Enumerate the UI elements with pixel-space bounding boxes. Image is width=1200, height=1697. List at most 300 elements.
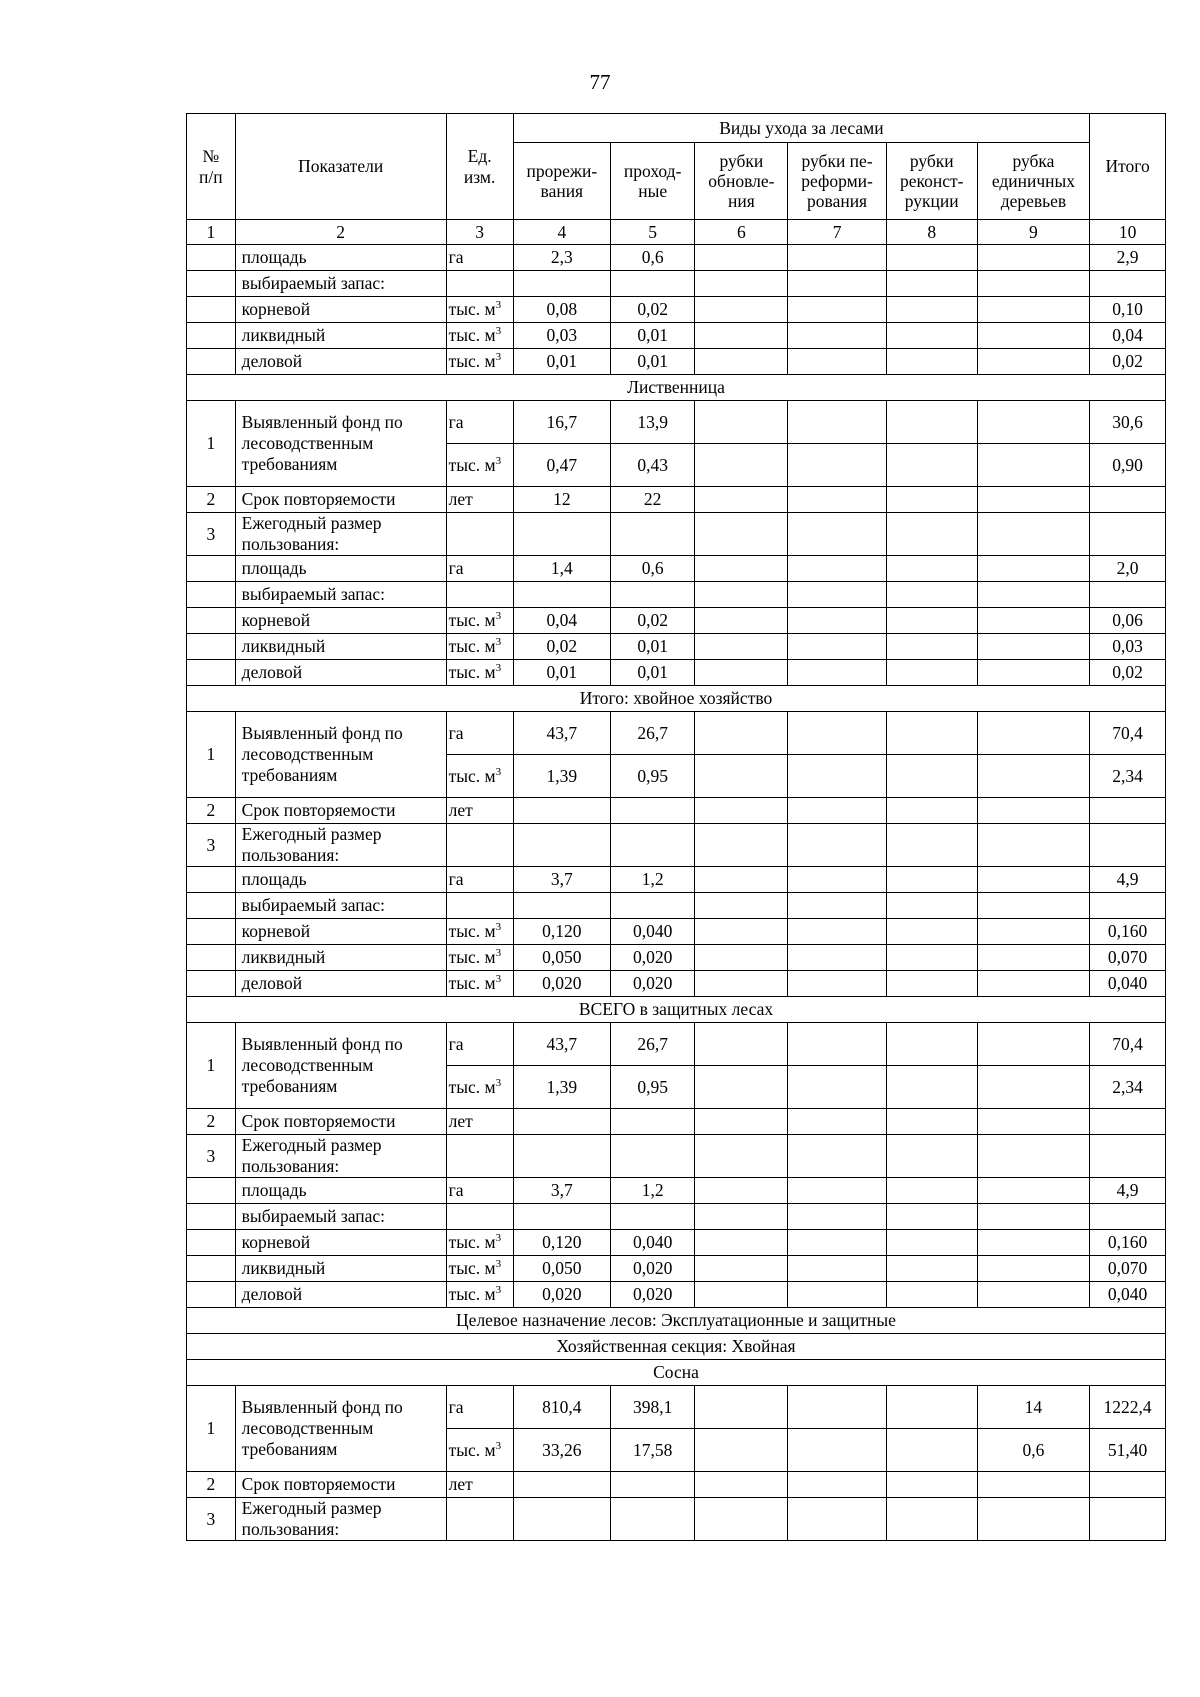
unit-superscript: 3: [495, 921, 502, 934]
value-cell: [977, 1472, 1090, 1498]
liquid-stock-row: [187, 323, 1166, 349]
value-cell: [886, 1472, 977, 1498]
root-stock-row: [187, 297, 1166, 323]
value-cell: 14: [977, 1386, 1090, 1429]
value-cell: 0,6: [977, 1429, 1090, 1472]
indicator-label: выбираемый запас:: [235, 1204, 446, 1230]
value-cell: [788, 867, 886, 893]
indicator-label: корневой: [235, 919, 446, 945]
value-cell: [695, 945, 788, 971]
value-cell: [886, 798, 977, 824]
row-number: [187, 634, 236, 660]
value-cell: [695, 297, 788, 323]
unit-text: тыс. м: [448, 1258, 496, 1278]
total-cell: [1090, 1498, 1166, 1541]
header-care-types: Виды ухода за лесами: [513, 114, 1090, 143]
value-cell: 0,01: [611, 323, 695, 349]
column-number: 7: [788, 220, 886, 245]
value-cell: 0,95: [611, 755, 695, 798]
value-cell: [695, 556, 788, 582]
total-cell: 2,34: [1090, 755, 1166, 798]
value-cell: [886, 634, 977, 660]
total-cell: 2,9: [1090, 245, 1166, 271]
value-cell: [611, 1135, 695, 1178]
section-heading-row: [187, 375, 1166, 401]
value-cell: [977, 401, 1090, 444]
value-cell: [695, 634, 788, 660]
total-cell: [1090, 487, 1166, 513]
unit-cell: лет: [446, 1109, 513, 1135]
total-cell: [1090, 271, 1166, 297]
indicator-label: Ежегодный размер пользования:: [235, 1498, 446, 1541]
value-cell: [886, 755, 977, 798]
section-heading: Хозяйственная секция: Хвойная: [187, 1334, 1166, 1360]
value-cell: 22: [611, 487, 695, 513]
row-number: [187, 919, 236, 945]
column-number: 2: [235, 220, 446, 245]
row-number: [187, 582, 236, 608]
value-cell: [788, 1109, 886, 1135]
unit-text: тыс. м: [448, 921, 496, 941]
value-cell: [977, 323, 1090, 349]
header-care-type: рубки реконст- рукции: [886, 143, 977, 220]
value-cell: [695, 867, 788, 893]
value-cell: [695, 1109, 788, 1135]
value-cell: [695, 755, 788, 798]
row-number: [187, 349, 236, 375]
total-cell: 0,10: [1090, 297, 1166, 323]
row-number: [187, 893, 236, 919]
row-number: 3: [187, 513, 236, 556]
column-number: 1: [187, 220, 236, 245]
value-cell: [788, 798, 886, 824]
value-cell: [977, 513, 1090, 556]
value-cell: [695, 513, 788, 556]
value-cell: [886, 971, 977, 997]
section-heading: Лиственница: [187, 375, 1166, 401]
value-cell: [886, 1109, 977, 1135]
value-cell: 810,4: [513, 1386, 610, 1429]
unit-cell: [446, 608, 513, 634]
value-cell: [886, 945, 977, 971]
total-cell: [1090, 1109, 1166, 1135]
header-care-type: рубки обновле- ния: [695, 143, 788, 220]
header-care-type: прорежи- вания: [513, 143, 610, 220]
value-cell: [788, 1386, 886, 1429]
row-number: 1: [187, 1386, 236, 1472]
value-cell: [695, 608, 788, 634]
total-cell: 0,90: [1090, 444, 1166, 487]
value-cell: [977, 798, 1090, 824]
value-cell: [977, 1282, 1090, 1308]
stock-row: [187, 893, 1166, 919]
value-cell: [513, 1204, 610, 1230]
value-cell: [886, 487, 977, 513]
indicator-label: деловой: [235, 1282, 446, 1308]
indicator-label: площадь: [235, 245, 446, 271]
section-heading: Целевое назначение лесов: Эксплуатационные и защитные: [187, 1308, 1166, 1334]
value-cell: [695, 1386, 788, 1429]
value-cell: [788, 660, 886, 686]
total-cell: 0,070: [1090, 945, 1166, 971]
value-cell: [695, 1230, 788, 1256]
value-cell: [611, 1109, 695, 1135]
value-cell: [788, 1498, 886, 1541]
total-cell: 1222,4: [1090, 1386, 1166, 1429]
value-cell: [513, 582, 610, 608]
value-cell: [886, 660, 977, 686]
unit-superscript: 3: [495, 454, 502, 467]
value-cell: [695, 1135, 788, 1178]
value-cell: 0,03: [513, 323, 610, 349]
value-cell: [788, 582, 886, 608]
value-cell: [977, 712, 1090, 755]
unit-cell: [446, 1135, 513, 1178]
stock-row: [187, 1204, 1166, 1230]
unit-superscript: 3: [495, 1076, 502, 1089]
value-cell: [977, 824, 1090, 867]
unit-text: тыс. м: [448, 947, 496, 967]
business-stock-row: [187, 971, 1166, 997]
value-cell: [886, 867, 977, 893]
row-number: [187, 297, 236, 323]
unit-cell: [446, 1204, 513, 1230]
value-cell: 43,7: [513, 712, 610, 755]
total-cell: 0,02: [1090, 349, 1166, 375]
unit-text: тыс. м: [448, 662, 496, 682]
value-cell: 1,2: [611, 867, 695, 893]
root-stock-row: [187, 1230, 1166, 1256]
unit-cell: [446, 297, 513, 323]
indicator-label: Срок повторяемости: [235, 798, 446, 824]
value-cell: [788, 1023, 886, 1066]
column-number: 8: [886, 220, 977, 245]
indicator-label: Срок повторяемости: [235, 1472, 446, 1498]
row-number: [187, 1230, 236, 1256]
unit-cell: [446, 323, 513, 349]
value-cell: 0,120: [513, 1230, 610, 1256]
value-cell: [788, 349, 886, 375]
indicator-label: площадь: [235, 1178, 446, 1204]
value-cell: [695, 660, 788, 686]
row-number: 3: [187, 1135, 236, 1178]
total-cell: [1090, 824, 1166, 867]
unit-text: тыс. м: [448, 1439, 496, 1460]
row-number: 3: [187, 824, 236, 867]
liquid-stock-row: [187, 634, 1166, 660]
value-cell: [695, 1256, 788, 1282]
value-cell: [977, 1256, 1090, 1282]
section-heading: Итого: хвойное хозяйство: [187, 686, 1166, 712]
unit-cell: [446, 271, 513, 297]
value-cell: [886, 401, 977, 444]
total-cell: 70,4: [1090, 712, 1166, 755]
liquid-stock-row: [187, 1256, 1166, 1282]
indicator-label: ликвидный: [235, 945, 446, 971]
indicator-label: деловой: [235, 971, 446, 997]
value-cell: [977, 245, 1090, 271]
value-cell: 43,7: [513, 1023, 610, 1066]
value-cell: [886, 1204, 977, 1230]
indicator-label: площадь: [235, 556, 446, 582]
unit-superscript: 3: [495, 299, 502, 312]
value-cell: [513, 1135, 610, 1178]
value-cell: 1,39: [513, 1066, 610, 1109]
value-cell: [695, 1066, 788, 1109]
value-cell: [513, 893, 610, 919]
total-cell: 2,0: [1090, 556, 1166, 582]
value-cell: [886, 893, 977, 919]
value-cell: [788, 297, 886, 323]
total-cell: 4,9: [1090, 867, 1166, 893]
value-cell: [788, 712, 886, 755]
value-cell: [788, 608, 886, 634]
value-cell: [977, 945, 1090, 971]
unit-cell: [446, 444, 513, 487]
total-cell: 0,040: [1090, 971, 1166, 997]
business-stock-row: [187, 660, 1166, 686]
row-number: [187, 608, 236, 634]
value-cell: [977, 1109, 1090, 1135]
value-cell: [977, 271, 1090, 297]
value-cell: 0,04: [513, 608, 610, 634]
value-cell: 0,02: [513, 634, 610, 660]
unit-cell: [446, 1256, 513, 1282]
indicator-label: выбираемый запас:: [235, 893, 446, 919]
value-cell: 12: [513, 487, 610, 513]
value-cell: [977, 634, 1090, 660]
unit-cell: [446, 1282, 513, 1308]
unit-superscript: 3: [495, 636, 502, 649]
value-cell: [695, 893, 788, 919]
value-cell: 0,120: [513, 919, 610, 945]
value-cell: [977, 1135, 1090, 1178]
column-number: 9: [977, 220, 1090, 245]
row-number: 2: [187, 1109, 236, 1135]
value-cell: [977, 1498, 1090, 1541]
unit-cell: лет: [446, 487, 513, 513]
total-cell: 4,9: [1090, 1178, 1166, 1204]
fund-row: [187, 1023, 1166, 1066]
unit-text: тыс. м: [448, 1284, 496, 1304]
total-cell: [1090, 798, 1166, 824]
value-cell: [977, 893, 1090, 919]
value-cell: 1,39: [513, 755, 610, 798]
value-cell: [788, 1135, 886, 1178]
value-cell: [886, 1498, 977, 1541]
total-cell: [1090, 582, 1166, 608]
value-cell: [695, 919, 788, 945]
value-cell: [611, 1204, 695, 1230]
value-cell: [977, 660, 1090, 686]
indicator-label: деловой: [235, 349, 446, 375]
value-cell: [611, 271, 695, 297]
value-cell: [695, 971, 788, 997]
section-heading-row: [187, 1360, 1166, 1386]
unit-cell: га: [446, 556, 513, 582]
header-num: № п/п: [187, 114, 236, 220]
header-unit: Ед. изм.: [446, 114, 513, 220]
row-number: [187, 1178, 236, 1204]
indicator-label: Выявленный фонд по лесоводственным требованиям: [235, 1386, 446, 1472]
value-cell: [695, 245, 788, 271]
row-number: [187, 971, 236, 997]
value-cell: [886, 1256, 977, 1282]
unit-cell: [446, 1429, 513, 1472]
value-cell: [977, 297, 1090, 323]
indicator-label: ликвидный: [235, 634, 446, 660]
row-number: [187, 1256, 236, 1282]
value-cell: 0,01: [611, 349, 695, 375]
total-cell: 30,6: [1090, 401, 1166, 444]
value-cell: 0,020: [611, 1282, 695, 1308]
annual-header-row: [187, 513, 1166, 556]
total-cell: [1090, 893, 1166, 919]
value-cell: 0,47: [513, 444, 610, 487]
value-cell: [788, 945, 886, 971]
section-heading: Сосна: [187, 1360, 1166, 1386]
value-cell: [886, 1386, 977, 1429]
value-cell: [788, 1204, 886, 1230]
row-number: 2: [187, 1472, 236, 1498]
period-row: [187, 487, 1166, 513]
value-cell: [513, 1498, 610, 1541]
unit-cell: га: [446, 1178, 513, 1204]
value-cell: [977, 971, 1090, 997]
indicator-label: Выявленный фонд по лесоводственным требованиям: [235, 1023, 446, 1109]
unit-cell: га: [446, 867, 513, 893]
value-cell: [977, 755, 1090, 798]
value-cell: [977, 582, 1090, 608]
value-cell: 0,020: [611, 1256, 695, 1282]
value-cell: [695, 271, 788, 297]
value-cell: [611, 1498, 695, 1541]
header-indicator: Показатели: [235, 114, 446, 220]
value-cell: [977, 556, 1090, 582]
unit-text: тыс. м: [448, 973, 496, 993]
value-cell: 0,040: [611, 1230, 695, 1256]
liquid-stock-row: [187, 945, 1166, 971]
value-cell: [886, 323, 977, 349]
value-cell: [886, 245, 977, 271]
column-number: 3: [446, 220, 513, 245]
header-row: [187, 114, 1166, 143]
value-cell: [788, 556, 886, 582]
unit-superscript: 3: [495, 610, 502, 623]
value-cell: 0,08: [513, 297, 610, 323]
value-cell: 26,7: [611, 712, 695, 755]
unit-cell: га: [446, 401, 513, 444]
value-cell: [977, 1178, 1090, 1204]
value-cell: [513, 513, 610, 556]
unit-cell: [446, 824, 513, 867]
value-cell: 398,1: [611, 1386, 695, 1429]
unit-cell: [446, 1066, 513, 1109]
unit-cell: га: [446, 1023, 513, 1066]
value-cell: [513, 798, 610, 824]
value-cell: [695, 1429, 788, 1472]
value-cell: [695, 1282, 788, 1308]
indicator-label: площадь: [235, 867, 446, 893]
value-cell: 3,7: [513, 1178, 610, 1204]
stock-row: [187, 271, 1166, 297]
unit-text: тыс. м: [448, 351, 496, 371]
value-cell: [886, 824, 977, 867]
section-heading-row: [187, 1334, 1166, 1360]
unit-text: тыс. м: [448, 454, 496, 475]
row-number: [187, 945, 236, 971]
unit-superscript: 3: [495, 765, 502, 778]
column-number: 6: [695, 220, 788, 245]
value-cell: [695, 1472, 788, 1498]
value-cell: 0,020: [611, 971, 695, 997]
unit-superscript: 3: [495, 662, 502, 675]
value-cell: 16,7: [513, 401, 610, 444]
total-cell: 0,04: [1090, 323, 1166, 349]
unit-text: тыс. м: [448, 765, 496, 786]
value-cell: [886, 712, 977, 755]
total-cell: 70,4: [1090, 1023, 1166, 1066]
column-number: 10: [1090, 220, 1166, 245]
value-cell: 0,43: [611, 444, 695, 487]
annual-header-row: [187, 1498, 1166, 1541]
unit-cell: [446, 513, 513, 556]
row-number: [187, 271, 236, 297]
unit-cell: [446, 755, 513, 798]
value-cell: [695, 1178, 788, 1204]
value-cell: 0,01: [513, 349, 610, 375]
unit-cell: га: [446, 245, 513, 271]
value-cell: [788, 245, 886, 271]
value-cell: [788, 1429, 886, 1472]
row-number: 1: [187, 1023, 236, 1109]
header-care-type: рубки пе- реформи- рования: [788, 143, 886, 220]
unit-cell: [446, 1230, 513, 1256]
total-cell: 2,34: [1090, 1066, 1166, 1109]
indicator-label: деловой: [235, 660, 446, 686]
annual-header-row: [187, 824, 1166, 867]
total-cell: 0,160: [1090, 1230, 1166, 1256]
value-cell: 1,2: [611, 1178, 695, 1204]
value-cell: [611, 582, 695, 608]
indicator-label: Ежегодный размер пользования:: [235, 513, 446, 556]
value-cell: [695, 1023, 788, 1066]
total-cell: [1090, 513, 1166, 556]
indicator-label: Срок повторяемости: [235, 487, 446, 513]
value-cell: [788, 1066, 886, 1109]
value-cell: [977, 1066, 1090, 1109]
row-number: [187, 556, 236, 582]
value-cell: 0,020: [513, 1282, 610, 1308]
value-cell: [611, 513, 695, 556]
value-cell: [695, 1204, 788, 1230]
section-heading-row: [187, 997, 1166, 1023]
value-cell: [977, 349, 1090, 375]
section-heading-row: [187, 1308, 1166, 1334]
value-cell: 1,4: [513, 556, 610, 582]
value-cell: 3,7: [513, 867, 610, 893]
value-cell: [513, 271, 610, 297]
total-cell: 0,070: [1090, 1256, 1166, 1282]
period-row: [187, 1472, 1166, 1498]
unit-superscript: 3: [495, 1284, 502, 1297]
value-cell: [695, 349, 788, 375]
value-cell: [513, 1109, 610, 1135]
value-cell: [886, 1282, 977, 1308]
value-cell: [513, 824, 610, 867]
unit-cell: га: [446, 1386, 513, 1429]
row-number: 3: [187, 1498, 236, 1541]
